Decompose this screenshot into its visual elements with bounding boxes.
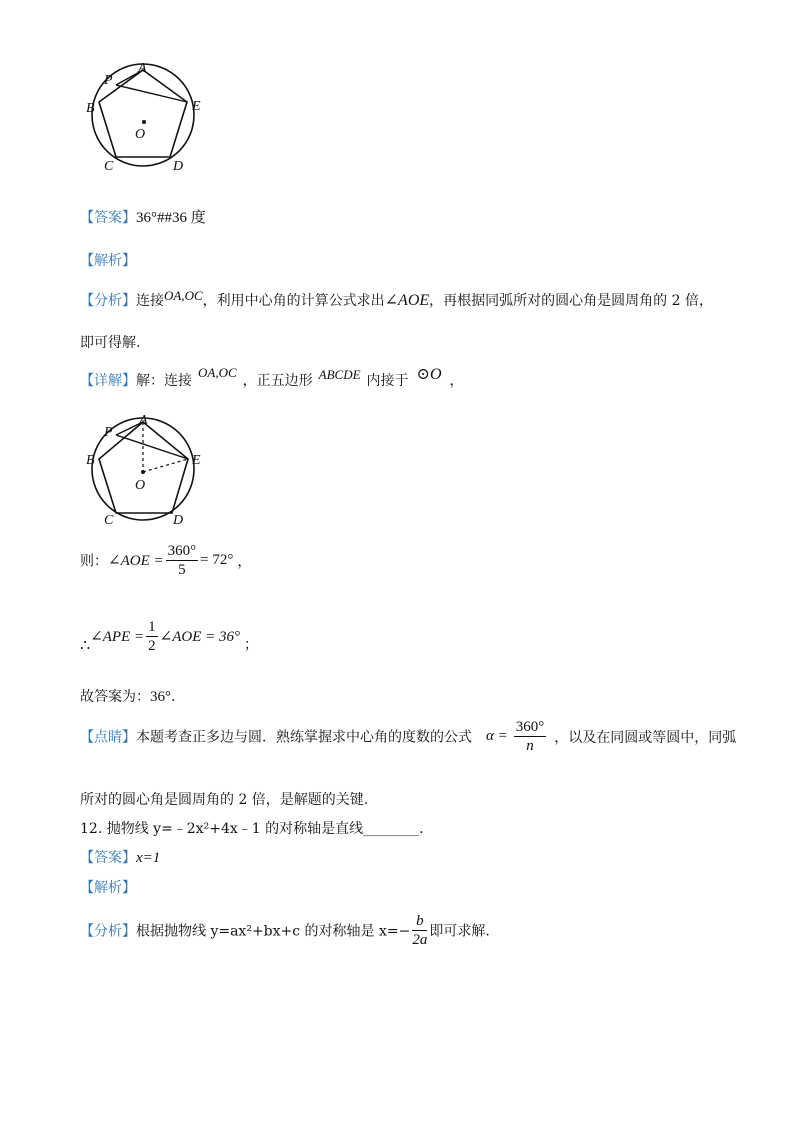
final-answer — [80, 686, 175, 706]
fenxi-math-1: OA,OC — [164, 288, 203, 303]
detail-line — [80, 365, 464, 390]
question-number: 12. — [80, 821, 103, 837]
remark-tag: 【点睛】 — [80, 729, 136, 746]
fenxi2-denominator: 2a — [412, 932, 428, 948]
fenxi-tag: 【分析】 — [80, 293, 136, 309]
fenxi2-text-2: 即可求解. — [429, 923, 490, 940]
fenxi2-numerator: b — [412, 912, 427, 931]
step2-lhs: ∠APE = — [90, 629, 145, 645]
remark-line-2: 所对的圆心角是圆周角的 2 倍，是解题的关键. — [80, 792, 369, 808]
label-o: O — [135, 127, 146, 142]
analysis-tag-2: 【解析】 — [80, 880, 136, 896]
detail-tag: 【详解】 — [80, 373, 136, 389]
detail-math-3: ⊙O — [416, 366, 442, 383]
step2-fraction — [146, 618, 158, 655]
pentagon-figure-2 — [80, 410, 210, 530]
detail-math-1: OA,OC — [198, 365, 237, 380]
label-c: C — [104, 159, 114, 174]
step1-fraction — [166, 542, 199, 579]
center-point — [141, 470, 145, 474]
step1-numerator: 360° — [167, 543, 197, 559]
fenxi-math-2: ∠AOE — [384, 292, 430, 309]
analysis-tag: 【解析】 — [80, 253, 136, 269]
step2-suffix: ； — [243, 636, 258, 653]
answer-tag: 【答案】 — [80, 210, 136, 226]
step1-denominator: 5 — [178, 562, 186, 578]
label-p: P — [104, 425, 113, 440]
remark-fraction — [514, 718, 547, 755]
final-answer-text: 故答案为： — [80, 689, 150, 705]
answer-line-1 — [80, 206, 206, 227]
label-d: D — [173, 513, 184, 528]
label-b: B — [86, 101, 95, 116]
step2-numerator: 1 — [148, 619, 156, 635]
detail-text-3: 内接于 — [366, 373, 409, 389]
detail-text-2: ，正五边形 — [242, 373, 313, 389]
question-12 — [80, 818, 433, 838]
fenxi-text-2: ，利用中心角的计算公式求出 — [202, 293, 385, 309]
remark-denominator: n — [526, 738, 534, 754]
pentagon-figure-1 — [80, 58, 210, 178]
fenxi2-fraction — [412, 912, 427, 949]
segment-pe — [116, 435, 188, 459]
fenxi-text-3: ，再根据同弧所对的圆心角是圆周角的 2 倍， — [429, 293, 713, 309]
step1-rhs: = 72° — [200, 552, 234, 568]
therefore-symbol: ∴ — [80, 635, 91, 655]
label-a: A — [138, 61, 147, 76]
answer-value: 36°##36 度 — [136, 210, 206, 226]
step2-rhs: ∠AOE = 36° — [159, 629, 240, 645]
answer-tag-2: 【答案】 — [80, 850, 136, 866]
center-point — [142, 120, 146, 124]
label-o: O — [135, 478, 146, 493]
detail-text-1: 解：连接 — [136, 373, 192, 389]
equation-step-1 — [80, 542, 251, 579]
fenxi2-text-1: 根据抛物线 y=ax²+bx+c 的对称轴是 x=− — [136, 923, 411, 940]
answer-line-2 — [80, 847, 160, 867]
remark-text-1: 本题考查正多边与圆．熟练掌握求中心角的度数的公式 — [136, 729, 472, 746]
fenxi-tag-2: 【分析】 — [80, 923, 136, 940]
fenxi-text-1: 连接 — [136, 293, 164, 309]
label-e: E — [192, 453, 201, 468]
detail-math-2: ABCDE — [318, 367, 361, 382]
question-text: 抛物线 y=﹣2x²+4x﹣1 的对称轴是直线________． — [106, 821, 434, 837]
label-c: C — [104, 513, 114, 528]
remark-alpha: α = — [486, 728, 508, 744]
analysis-line-1 — [80, 290, 713, 310]
analysis-line-2: 即可得解. — [80, 335, 141, 351]
label-d: D — [173, 159, 184, 174]
label-p: P — [104, 73, 113, 88]
label-a: A — [139, 413, 148, 428]
final-answer-value: 36° — [150, 689, 171, 705]
step1-lhs: ∠AOE = — [108, 553, 164, 569]
answer-value-2: x=1 — [136, 850, 161, 866]
step1-suffix: ， — [237, 553, 252, 570]
remark-text-2: ，以及在同圆或等圆中，同弧 — [554, 729, 737, 746]
remark-numerator: 360° — [515, 719, 545, 735]
remark-line-1 — [80, 718, 736, 755]
step1-prefix: 则： — [80, 553, 108, 570]
analysis-line-q12 — [80, 912, 490, 949]
step2-denominator: 2 — [148, 638, 156, 654]
dashed-oe — [143, 459, 188, 472]
final-answer-period: . — [171, 689, 176, 705]
label-b: B — [86, 453, 95, 468]
label-e: E — [192, 99, 201, 114]
equation-step-2 — [80, 618, 258, 655]
detail-text-4: ， — [449, 373, 464, 389]
